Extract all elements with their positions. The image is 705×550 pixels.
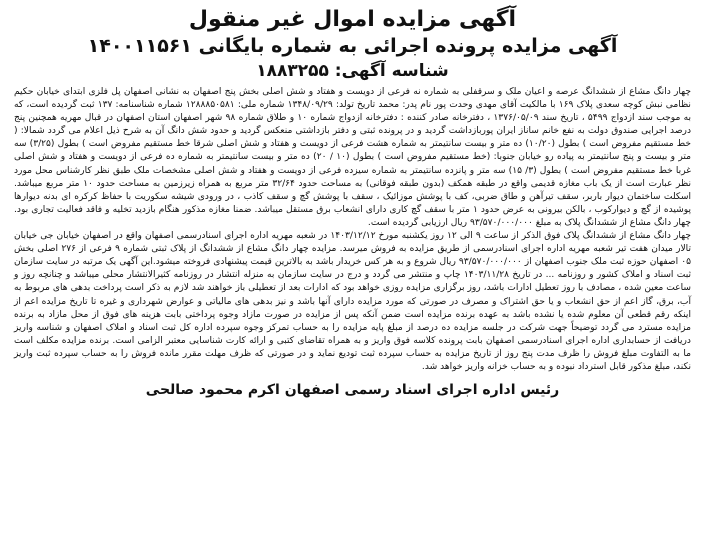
auction-terms-paragraph: چهار دانگ مشاع از ششدانگ پلاک فوق الذکر از ساعت ۹ الی ۱۲ روز یکشنبه مورخ ۱۴۰۳/۱۲/۱۲ در شعبه مهریه اداره اجرای اسنادرسمی اصفهان واقع در اصفهان خیابان جی خیابان تالار میدان هفت تیر شعبه مهریه اداره اجرای اسنادرسمی از طریق مزایده به فروش میرسد. مزایده چهار دانگ مشاع از ششدانگ از پلاک ثبتی شماره ۹ فرعی از ۲۷۶ اصلی بخش ۰۵ اصفهان حوزه ثبت ملک جنوب اصفهان از ۹۳/۵۷۰/۰۰۰/۰۰۰ ریال شروع و به هر کس خریدار باشد به بالاترین قیمت پیشنهادی فروخته میشود.این آگهی یک مرتبه در سایت سازمان ثبت اسناد و املاک کشور و روزنامه ... در تاریخ ۱۴۰۳/۱۱/۲۸ چاپ و منتشر می گردد و درج در سایت سازمان به منزله انتشار در روزنامه کثیرالانتشار محلی میباشد و چنانچه روز و ساعت معین شده ، مصادف با روز تعطیل ادارات باشد، روز برگزاری مزایده روزی خواهد بود که ادارات بعد از تعطیلی باز خواهند شد لازم به ذکر است پرداخت بدهی های مربوط به آب، برق، گاز اعم از حق انشعاب و یا حق اشتراک و مصرف در صورتی که مورد مزایده دارای آنها باشد و نیز بدهی های مالیاتی و عوارض شهرداری و غیره تا تاریخ مزایده اعم از اینکه رقم قطعی آن معلوم شده یا نشده باشد به عهده برنده مزایده است ضمن آنکه پس از مزایده در صورت مازاد وجوه پرداختی بابت هزینه های فوق از محل مازاد به برنده مزایده مسترد می گردد توضیحاً جهت شرکت در جلسه مزایده ده درصد از مبلغ پایه مزایده را به حساب تمرکز وجوه سپرده اداره کل ثبت اسناد و املاک اصفهان و شناسه واریز دریافت از حسابداری اداره اجرای اسنادرسمی اصفهان بابت پرونده کلاسه فوق واریز و به همراه تقاضای کتبی و ارائه کارت شناسایی معتبر الزامی است. برنده مزایده مکلف است ما به التفاوت مبلغ فروش را ظرف مدت پنج روز از تاریخ مزایده به حساب سپرده ثبت تودیع نماید و در صورتی که ظرف مهلت مقرر مانده فروش را به حساب سپرده ثبت واریز نکند، مبلغ مذکور قابل استرداد نبوده و به حساب خزانه واریز خواهد شد.	[14, 231, 691, 372]
notice-id: شناسه آگهی: ۱۸۸۳۲۵۵	[256, 61, 449, 81]
notice-subtitle: آگهی مزایده پرونده اجرائی به شماره بایگانی ۱۴۰۰۱۱۵۶۱	[87, 35, 618, 57]
property-description-paragraph: چهار دانگ مشاع از ششدانگ عرصه و اعیان ملک و سرقفلی به شماره نه فرعی از دویست و هفتاد و شش اصلی بخش پنج اصفهان به نشانی اصفهان پل فلزی ابتدای خیابان حکیم نظامی نبش کوچه سعدی پلاک ۱۶۹ با مالکیت آقای مهدی وحدت پور نام پدر: محمد تاریخ تولد: ۱۳۴۸/۰۹/۲۹ شماره ملی: ۱۲۸۸۸۵۰۵۸۱ شماره شناسنامه: ۱۳۷ ثبت گردیده است، که به موجب سند ازدواج ۵۴۹۹ ، تاریخ سند ۱۳۷۶/۰۵/۰۹ ، دفترخانه صادر کننده : دفترخانه ازدواج شماره ۱۰ و طلاق شماره ۹۸ شهر اصفهان استان اصفهان در قبال مهریه همچنین پنج درصد اجرایی صندوق دولت به نفع خانم ساناز ایران پوربازداشت گردید و در پرونده ثبتی و دفتر بازداشتی منعکس گردید و حدود شش دانگ آن به شرح ذیل اعلام می گردد شمالا: ( خط مستقیم مفروض است ) بطول (۱۰/۲۰) ده متر و بیست سانتیمتر به شماره هشت فرعی از دویست و هفتاد و شش اصلی شرقا خط مستقیم مفروض است ) بطول (۳/۲۵) سه متر و بیست و پنج سانتیمتر به پیاده رو خیابان جنوبا: (خط مستقیم مفروض است ) بطول (۱۰ / ۲۰) ده متر و بیست سانتیمتر به شماره ده فرعی از دویست و هفتاد و شش اصلی غربا خط مستقیم مفروض است ) بطول (۳/ ۱۵) سه متر و پانزده سانتیمتر به شماره سیزده فرعی از دویست و هفتاد و شش اصلی مشخصات ملک طبق نظر کارشناس محل مورد نظر عبارت است از یک باب مغازه قدیمی واقع در طبقه همکف (بدون طبقه فوقانی) به مساحت حدود ۳۲/۶۴ متر مربع به همراه زیرزمین به مساحت حدود ۱۰ متر مربع میباشد. اسکلت ساختمان دیوار باربر، سقف تیرآهن و طاق ضربی، کف با پوشش موزائیک ، سقف با پوشش گچ و سقف کاذب ، در ورودی شیشه سکوریت با حفاظ کرکره ای بدنه دیوارها پوشیده از گچ و دیوارکوب ، بالکن بیرونی به عرض حدود ۱ متر با سقف گچ کاری دارای انشعاب برق مستقل میباشد. ضمنا مغازه مذکور هنگام بازدید تخلیه و فاقد فعالیت تجاری بود. چهار دانگ مشاع از ششدانگ پلاک به مبلغ ۹۳/۵۷۰/۰۰۰/۰۰۰ ریال ارزیابی گردیده است.	[14, 87, 692, 228]
notice-title: آگهی مزایده اموال غیر منقول	[188, 7, 517, 32]
signature-line: رئیس اداره اجرای اسناد رسمی اصفهان اکرم محمود صالحی	[145, 382, 560, 399]
